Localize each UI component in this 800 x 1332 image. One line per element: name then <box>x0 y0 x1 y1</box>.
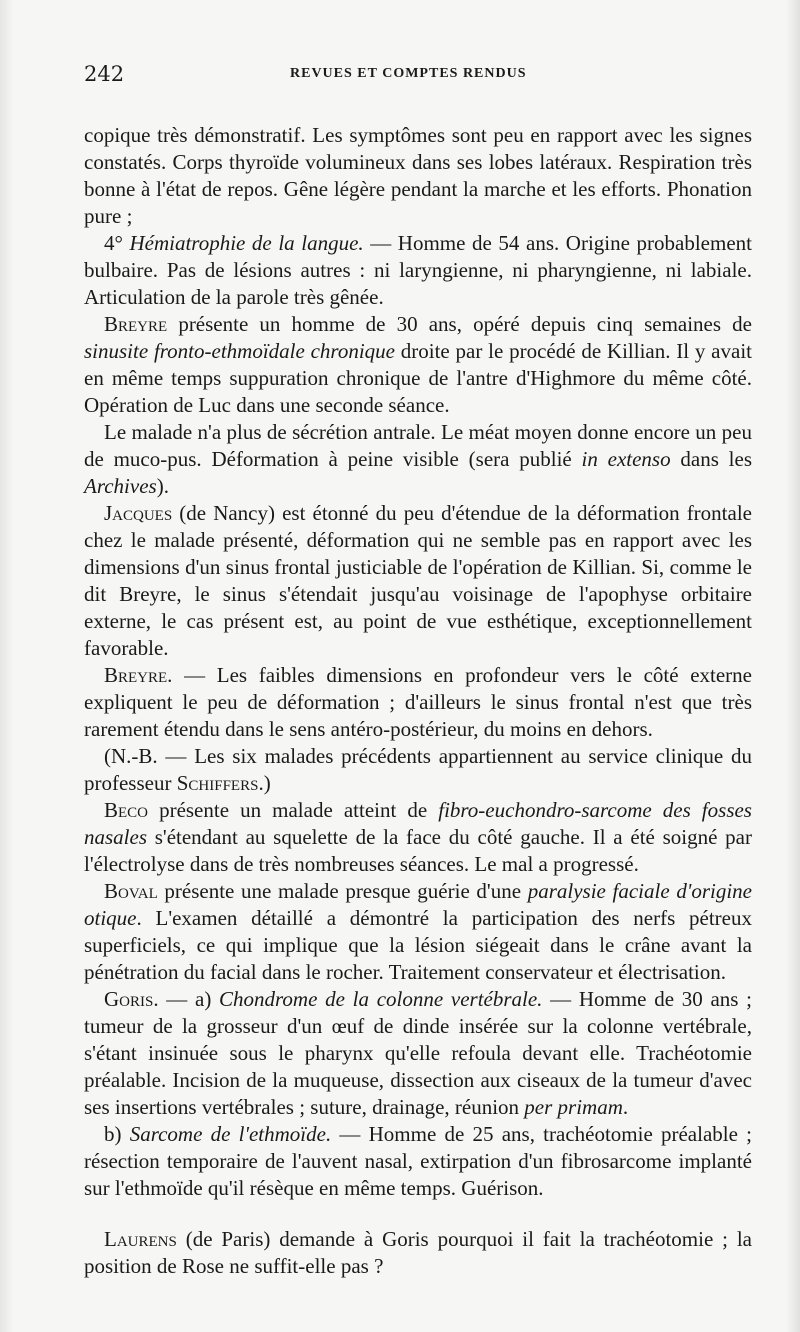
paragraph <box>84 986 752 1121</box>
page-header <box>84 58 752 98</box>
text-run: présente une malade presque guérie d'une <box>157 879 528 903</box>
paragraph <box>84 1226 752 1280</box>
text-run: dans les <box>670 447 752 471</box>
text-run: (N.-B. — Les six malades précédents appartiennent au service clinique du professeur <box>84 744 752 795</box>
text-run: présente un malade atteint de <box>148 798 439 822</box>
paragraph <box>84 500 752 662</box>
italic-text: sinusite fronto-ethmoïdale chronique <box>84 339 395 363</box>
italic-text: paralysie faciale d'origine otique <box>84 879 752 930</box>
paragraph <box>84 230 752 311</box>
running-title: REVUES ET COMPTES RENDUS <box>290 66 527 81</box>
author-name: Schiffers <box>176 771 259 795</box>
author-name: Laurens <box>104 1227 177 1251</box>
author-name: Jacques <box>104 501 173 525</box>
paragraph-gap <box>84 1202 752 1226</box>
text-run: s'étendant au squelette de la face du côté gauche. Il a été soigné par l'électrolyse dans de très nombreuses séances. Le mal a progressé. <box>84 825 752 876</box>
paragraph <box>84 1121 752 1202</box>
paragraph <box>84 662 752 743</box>
text-run: droite par le procédé de Killian. Il y avait en même temps suppuration chronique de l'antre d'Highmore du même côté. Opération de Luc dans une seconde séance. <box>84 339 752 417</box>
paragraph <box>84 878 752 986</box>
text-run: Le malade n'a plus de sécrétion antrale. Le méat moyen donne encore un peu de muco-pus. Déformation à peine visible (sera publié <box>84 420 752 471</box>
text-run: .) <box>258 771 271 795</box>
paragraph <box>84 311 752 419</box>
italic-text: in extenso <box>581 447 671 471</box>
text-run: ). <box>156 474 169 498</box>
author-name: Breyre <box>104 312 168 336</box>
italic-text: Sarcome de l'ethmoïde. <box>129 1122 332 1146</box>
text-run: (de Paris) demande à Goris pourquoi il fait la trachéotomie ; la position de Rose ne suffit-elle pas ? <box>84 1227 752 1278</box>
text-run: . — a) <box>153 987 220 1011</box>
paragraph <box>84 122 752 230</box>
author-name: Breyre. <box>104 663 173 687</box>
italic-text: per primam <box>524 1095 623 1119</box>
text-run: présente un homme de 30 ans, opéré depuis cinq semaines de <box>167 312 752 336</box>
italic-text: Archives <box>84 474 157 498</box>
text-run: 4° <box>104 231 130 255</box>
paragraph <box>84 743 752 797</box>
italic-text: Hémiatrophie de la langue. <box>129 231 364 255</box>
author-name: Boval <box>104 879 158 903</box>
author-name: Beco <box>104 798 149 822</box>
text-run: . <box>622 1095 629 1119</box>
text-run: — Homme de 54 ans. Origine probablement bulbaire. Pas de lésions autres : ni laryngienne, ni pharyngienne, ni labiale. Articulation de la parole très gênée. <box>84 231 752 309</box>
body-text <box>84 122 752 1280</box>
text-run: — Les faibles dimensions en profondeur vers le côté externe expliquent le peu de déformation ; d'ailleurs le sinus frontal n'est que très rarement étendu dans le sens antéro-postérieur, du moins en dehors. <box>84 663 752 741</box>
text-run: copique très démonstratif. Les symptômes sont peu en rapport avec les signes constatés. Corps thyroïde volumineux dans ses lobes latéraux. Respiration très bonne à l'état de repos. Gêne légère pendant la marche et les efforts. Phonation pure ; <box>84 123 752 228</box>
paragraph <box>84 797 752 878</box>
italic-text: fibro-euchondro-sarcome des fosses nasales <box>84 798 752 849</box>
text-run: — Homme de 30 ans ; tumeur de la grosseur d'un œuf de dinde insérée sur la colonne vertébrale, s'étant insinuée sous le pharynx qu'elle refoula devant elle. Trachéotomie préalable. Incision de la muqueuse, dissection aux ciseaux de la tumeur d'avec ses insertions vertébrales ; suture, drainage, réunion <box>84 987 752 1119</box>
text-run: b) <box>104 1122 130 1146</box>
author-name: Goris <box>104 987 154 1011</box>
italic-text: Chondrome de la colonne vertébrale. <box>219 987 543 1011</box>
page-number: 242 <box>84 62 125 86</box>
paragraph <box>84 419 752 500</box>
text-run: — Homme de 25 ans, trachéotomie préalable ; résection temporaire de l'auvent nasal, extirpation d'un fibrosarcome implanté sur l'ethmoïde qu'il résèque en même temps. Guérison. <box>84 1122 752 1200</box>
text-run: . L'examen détaillé a démontré la participation des nerfs pétreux superficiels, ce qui implique que la lésion siégeait dans le crâne avant la pénétration du facial dans le rocher. Traitement conservateur et électrisation. <box>84 906 752 984</box>
text-run: (de Nancy) est étonné du peu d'étendue de la déformation frontale chez le malade présenté, déformation qui ne semble pas en rapport avec les dimensions d'un sinus frontal justiciable de l'opération de Killian. Si, comme le dit Breyre, le sinus s'étendait jusqu'au voisinage de l'apophyse orbitaire externe, le cas présent est, au point de vue esthétique, exceptionnellement favorable. <box>84 501 752 660</box>
